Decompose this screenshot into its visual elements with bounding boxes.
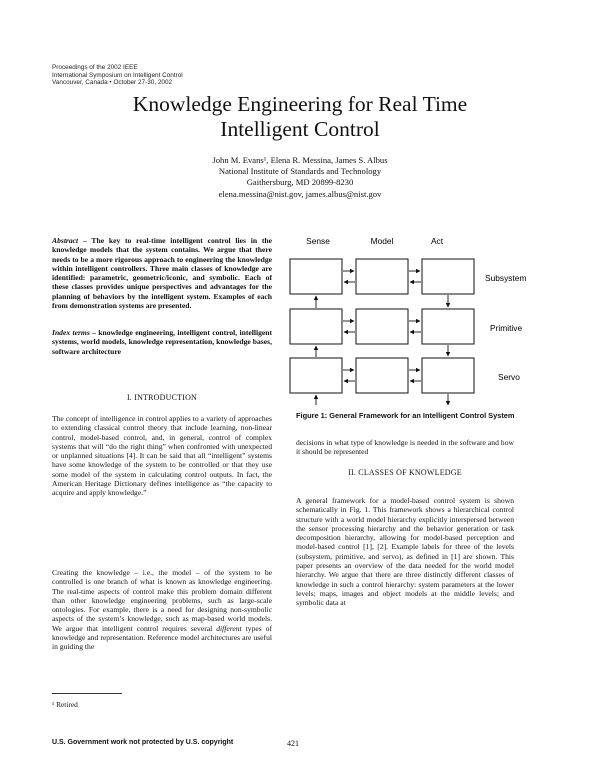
intro-paragraph-2a: Creating the knowledge – i.e., the model – of the system to be controlled is one branch of what is known as knowledge engineering. The real-time aspects of control make this problem domain different than other knowledge engineering problems, such as large-scale ontologies. For example, there is a need for designing non-symbolic aspects of the system’s knowledge, such as map-based world models. We argue that intelligent control requires several	[52, 568, 272, 633]
index-terms	[52, 328, 272, 356]
paper-title	[40, 92, 560, 142]
label-act: Act	[430, 236, 444, 246]
continuation-paragraph: decisions in what type of knowledge is needed in the software and how it should be represented	[296, 438, 514, 457]
label-subsystem: Subsystem	[485, 273, 527, 283]
author-emails: elena.messina@nist.gov, james.albus@nist.gov	[218, 188, 382, 199]
section-2-heading: II. CLASSES OF KNOWLEDGE	[348, 468, 462, 477]
title-line-1: Knowledge Engineering for Real Time	[132, 92, 468, 116]
model-box-subsystem	[356, 259, 408, 294]
intro-emphasis: different	[216, 623, 242, 633]
classes-paragraph	[296, 496, 514, 608]
act-box-primitive	[422, 309, 474, 344]
footnote: ¹ Retired	[52, 700, 78, 709]
author-block	[80, 155, 520, 200]
header-line-3: Vancouver, Canada • October 27-30, 2002	[52, 79, 173, 87]
intro-paragraph-2	[52, 568, 272, 652]
author-institute: National Institute of Standards and Technology	[218, 166, 382, 177]
figure-1-diagram	[282, 230, 547, 410]
index-terms-text: – knowledge engineering, intelligent control, intelligent systems, world models, knowledge representation, knowledge bases, software architecture	[52, 328, 272, 356]
label-model: Model	[370, 236, 394, 246]
model-box-servo	[356, 358, 408, 393]
label-servo: Servo	[498, 372, 520, 382]
intro-paragraph-1	[52, 414, 272, 498]
model-box-primitive	[356, 309, 408, 344]
header-line-1: Proceedings of the 2002 IEEE	[52, 64, 138, 71]
copyright-notice: U.S. Government work not protected by U.S. copyright	[52, 739, 234, 746]
page-number: 421	[287, 739, 299, 748]
classes-paragraph-text: A general framework for a model-based control system is shown schematically in Fig. 1. This framework shows a hierarchical control structure with a world model hierarchy explicitly interspersed between the sensor processing hierarchy and the behavior generation or task decomposition hierarchy, allowing for model-based perception and model-based control [1], [2]. Example labels for three of the levels (subsystem, primitive, and servo), as defined in [1] are shown. This paper presents an overview of the data needed for the world model hierarchy. We argue that there are three distinctly different classes of knowledge in such a control hierarchy: system parameters at the lower levels; maps, images and object models at the middle levels; and symbolic data at	[296, 496, 514, 608]
figure-1-caption: Figure 1: General Framework for an Intelligent Control System	[296, 411, 515, 420]
title-line-2: Intelligent Control	[220, 117, 380, 141]
abstract-label: Abstract	[52, 236, 79, 245]
proceedings-header	[52, 64, 183, 87]
intro-paragraph-1-text: The concept of intelligence in control applies to a variety of approaches to extending classical control theory that include learning, non-linear control, model-based control, and, in general, control of complex systems that will “do the right thing” when confronted with unexpected or unplanned situations [4]. It can be said that all “intelligent” systems have some knowledge of the system to be controlled or that they use some model of the system in calculating control outputs. In fact, the American Heritage Dictionary defines intelligence as “the capacity to acquire and apply knowledge.”	[52, 414, 272, 498]
label-primitive: Primitive	[490, 323, 523, 333]
sense-box-servo	[290, 358, 342, 393]
label-sense: Sense	[306, 236, 330, 246]
continuation-text	[296, 438, 514, 457]
abstract	[52, 236, 272, 310]
act-box-servo	[422, 358, 474, 393]
sense-box-subsystem	[290, 259, 342, 294]
header-line-2: International Symposium on Intelligent Control	[52, 71, 183, 79]
act-box-subsystem	[422, 259, 474, 294]
section-1-heading: I. INTRODUCTION	[126, 393, 198, 402]
index-terms-label: Index terms	[52, 328, 90, 337]
sense-box-primitive	[290, 309, 342, 344]
author-names: John M. Evans¹, Elena R. Messina, James S. Albus	[212, 155, 388, 165]
intro-paragraph-2b: types of knowledge and representation. Reference model architectures are useful in guiding the	[52, 623, 273, 652]
footnote-rule	[52, 693, 122, 694]
author-address: Gaithersburg, MD 20899-8230	[246, 177, 354, 188]
abstract-text: – The key to real-time intelligent control lies in the knowledge models that the system contains. We argue that there needs to be a more rigorous approach to engineering the knowledge within intelligent controllers. Three main classes of knowledge are identified: parametric, geometric/iconic, and symbolic. Each of these classes provides unique perspectives and advantages for the planning of behaviors by the intelligent system. Examples of each from demonstration systems are presented.	[52, 236, 272, 311]
